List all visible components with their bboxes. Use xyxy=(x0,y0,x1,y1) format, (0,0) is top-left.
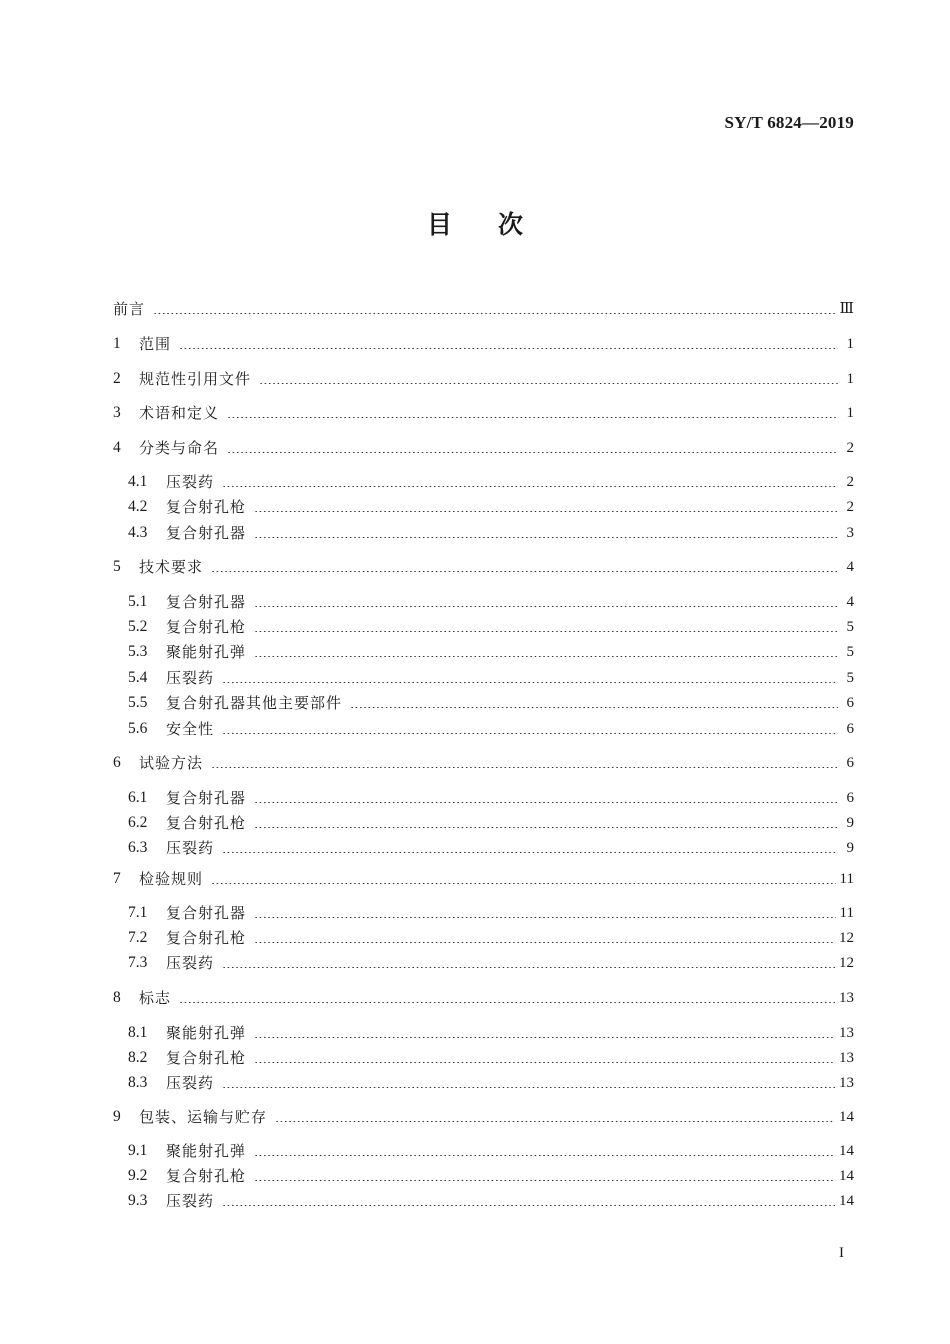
toc-entry-number: 9.1 xyxy=(128,1142,148,1159)
toc-entry[interactable] xyxy=(128,718,854,740)
toc-entry-number: 9.3 xyxy=(128,1192,148,1209)
toc-entry-page: 13 xyxy=(839,1050,854,1066)
toc-entry-page: 4 xyxy=(846,594,854,610)
dot-leader xyxy=(179,348,838,349)
toc-entry-title: 复合射孔枪 xyxy=(166,814,247,832)
toc-entry-page: 14 xyxy=(839,1168,854,1184)
dot-leader xyxy=(254,802,838,803)
dot-leader xyxy=(153,313,836,314)
toc-entry-title: 复合射孔枪 xyxy=(166,1049,247,1067)
toc-entry[interactable] xyxy=(113,556,854,578)
toc-entry-title: 聚能射孔弹 xyxy=(166,1142,247,1160)
toc-entry-title: 复合射孔器 xyxy=(166,593,247,611)
toc-entry-number: 5.5 xyxy=(128,694,148,711)
dot-leader xyxy=(254,1180,835,1181)
toc-entry[interactable] xyxy=(113,1106,854,1128)
toc-entry-number: 7.1 xyxy=(128,904,148,921)
page-title: 目次 xyxy=(426,210,569,239)
toc-entry-title: 检验规则 xyxy=(139,870,204,888)
dot-leader xyxy=(254,827,838,828)
toc-entry[interactable] xyxy=(128,616,854,638)
toc-entry-page: 14 xyxy=(839,1193,854,1209)
toc-entry-page: 2 xyxy=(846,440,854,456)
toc-entry[interactable] xyxy=(128,952,854,974)
toc-entry-page: 13 xyxy=(839,1075,854,1091)
dot-leader xyxy=(222,1087,835,1088)
toc-entry[interactable] xyxy=(128,591,854,613)
toc-entry-title: 复合射孔器 xyxy=(166,524,247,542)
toc-entry-title: 压裂药 xyxy=(166,954,215,972)
toc-entry-title: 分类与命名 xyxy=(139,439,220,457)
toc-entry-title: 规范性引用文件 xyxy=(139,370,252,388)
toc-entry-title: 复合射孔器 xyxy=(166,789,247,807)
toc-entry-title: 包装、运输与贮存 xyxy=(139,1108,268,1126)
toc-entry[interactable] xyxy=(113,402,854,424)
dot-leader xyxy=(179,1002,835,1003)
toc-entry-title: 聚能射孔弹 xyxy=(166,1024,247,1042)
page-number: I xyxy=(839,1245,844,1261)
dot-leader xyxy=(222,967,835,968)
dot-leader xyxy=(211,571,838,572)
dot-leader xyxy=(254,942,835,943)
dot-leader xyxy=(222,1205,835,1206)
toc-entry-title: 技术要求 xyxy=(139,558,204,576)
toc-entry-number: 7.3 xyxy=(128,954,148,971)
dot-leader xyxy=(227,417,838,418)
toc-entry[interactable] xyxy=(113,987,854,1009)
toc-entry[interactable] xyxy=(128,1022,854,1044)
toc-entry-page: 1 xyxy=(846,336,854,352)
toc-entry-page: 6 xyxy=(846,755,854,771)
toc-entry-title: 复合射孔器其他主要部件 xyxy=(166,694,343,712)
toc-entry[interactable] xyxy=(128,496,854,518)
toc-entry-number: 5.1 xyxy=(128,593,148,610)
toc-entry[interactable] xyxy=(128,522,854,544)
toc-entry[interactable] xyxy=(113,298,854,320)
toc-entry-number: 8.1 xyxy=(128,1024,148,1041)
toc-entry-page: Ⅲ xyxy=(839,301,854,317)
toc-entry-page: 1 xyxy=(846,405,854,421)
dot-leader xyxy=(254,656,838,657)
toc-entry[interactable] xyxy=(128,692,854,714)
toc-entry-page: 1 xyxy=(846,371,854,387)
toc-entry-title: 压裂药 xyxy=(166,473,215,491)
toc-entry-title: 聚能射孔弹 xyxy=(166,643,247,661)
toc-entry-page: 9 xyxy=(846,815,854,831)
dot-leader xyxy=(254,631,838,632)
dot-leader xyxy=(259,383,838,384)
toc-entry-title: 标志 xyxy=(139,989,172,1007)
toc-entry-number: 5.4 xyxy=(128,669,148,686)
toc-entry-title: 复合射孔枪 xyxy=(166,618,247,636)
toc-entry-page: 2 xyxy=(846,499,854,515)
toc-entry-page: 5 xyxy=(846,619,854,635)
toc-entry[interactable] xyxy=(128,1047,854,1069)
toc-entry[interactable] xyxy=(128,837,854,859)
toc-entry-number: 5.6 xyxy=(128,720,148,737)
dot-leader xyxy=(227,452,838,453)
toc-entry-page: 5 xyxy=(846,670,854,686)
toc-entry-title: 复合射孔器 xyxy=(166,904,247,922)
toc-entry-page: 13 xyxy=(839,990,854,1006)
toc-entry[interactable] xyxy=(128,1165,854,1187)
toc-entry-page: 12 xyxy=(839,955,854,971)
toc-entry-title: 复合射孔枪 xyxy=(166,498,247,516)
toc-entry-number: 4.3 xyxy=(128,524,148,541)
dot-leader xyxy=(254,1155,835,1156)
toc-entry-number: 5.3 xyxy=(128,643,148,660)
toc-entry[interactable] xyxy=(128,787,854,809)
toc-entry[interactable] xyxy=(113,437,854,459)
toc-entry-page: 2 xyxy=(846,474,854,490)
dot-leader xyxy=(211,767,838,768)
toc-entry-number: 4.2 xyxy=(128,498,148,515)
dot-leader xyxy=(222,682,838,683)
toc-entry[interactable] xyxy=(128,1072,854,1094)
dot-leader xyxy=(254,1062,835,1063)
toc-entry-page: 3 xyxy=(846,525,854,541)
toc-entry-page: 14 xyxy=(839,1143,854,1159)
toc-entry[interactable] xyxy=(128,641,854,663)
toc-entry[interactable] xyxy=(128,902,854,924)
toc-entry-page: 4 xyxy=(846,559,854,575)
dot-leader xyxy=(275,1121,835,1122)
toc-entry-title: 压裂药 xyxy=(166,1192,215,1210)
toc-entry-title: 压裂药 xyxy=(166,669,215,687)
toc-entry-title: 范围 xyxy=(139,335,172,353)
toc-entry-page: 6 xyxy=(846,790,854,806)
toc-entry-number: 7.2 xyxy=(128,929,148,946)
toc-entry-number: 2 xyxy=(113,370,121,387)
toc-entry-page: 5 xyxy=(846,644,854,660)
toc-entry-number: 6.3 xyxy=(128,839,148,856)
dot-leader xyxy=(222,486,838,487)
dot-leader xyxy=(254,537,838,538)
toc-entry-number: 4.1 xyxy=(128,473,148,490)
toc-entry-page: 12 xyxy=(839,930,854,946)
dot-leader xyxy=(222,852,838,853)
toc-entry-number: 9.2 xyxy=(128,1167,148,1184)
toc-entry-title: 复合射孔枪 xyxy=(166,1167,247,1185)
toc-entry[interactable] xyxy=(128,927,854,949)
toc-entry-page: 11 xyxy=(839,871,854,887)
toc-entry-number: 6.1 xyxy=(128,789,148,806)
toc-entry-number: 7 xyxy=(113,870,121,887)
toc-entry-page: 14 xyxy=(839,1109,854,1125)
toc-entry-title: 安全性 xyxy=(166,720,215,738)
dot-leader xyxy=(350,707,838,708)
toc-entry-title: 压裂药 xyxy=(166,839,215,857)
dot-leader xyxy=(254,1037,835,1038)
toc-entry[interactable] xyxy=(113,868,854,890)
toc-entry-number: 8.2 xyxy=(128,1049,148,1066)
toc-entry[interactable] xyxy=(128,812,854,834)
dot-leader xyxy=(211,883,836,884)
toc-entry-number: 8 xyxy=(113,989,121,1006)
toc-entry-title: 试验方法 xyxy=(139,754,204,772)
toc-entry-title: 压裂药 xyxy=(166,1074,215,1092)
dot-leader xyxy=(222,733,838,734)
toc-entry[interactable] xyxy=(113,333,854,355)
toc-entry[interactable] xyxy=(113,368,854,390)
toc-entry-title: 复合射孔枪 xyxy=(166,929,247,947)
toc-entry-title: 前言 xyxy=(113,300,146,318)
toc-entry-page: 6 xyxy=(846,695,854,711)
toc-entry-page: 6 xyxy=(846,721,854,737)
dot-leader xyxy=(254,917,836,918)
toc-entry[interactable] xyxy=(128,471,854,493)
toc-entry-page: 9 xyxy=(846,840,854,856)
toc-entry-number: 3 xyxy=(113,404,121,421)
dot-leader xyxy=(254,511,838,512)
toc-entry[interactable] xyxy=(128,1140,854,1162)
toc-entry-number: 5 xyxy=(113,558,121,575)
toc-entry-number: 6 xyxy=(113,754,121,771)
toc-entry-page: 11 xyxy=(839,905,854,921)
toc-entry-number: 9 xyxy=(113,1108,121,1125)
toc-entry-number: 6.2 xyxy=(128,814,148,831)
toc-entry[interactable] xyxy=(113,752,854,774)
toc-entry[interactable] xyxy=(128,1190,854,1212)
standard-code: SY/T 6824—2019 xyxy=(724,113,854,132)
toc-entry-title: 术语和定义 xyxy=(139,404,220,422)
toc-entry-page: 13 xyxy=(839,1025,854,1041)
toc-entry-number: 8.3 xyxy=(128,1074,148,1091)
toc-entry-number: 5.2 xyxy=(128,618,148,635)
toc-entry-number: 4 xyxy=(113,439,121,456)
dot-leader xyxy=(254,606,838,607)
toc-entry[interactable] xyxy=(128,667,854,689)
toc-entry-number: 1 xyxy=(113,335,121,352)
